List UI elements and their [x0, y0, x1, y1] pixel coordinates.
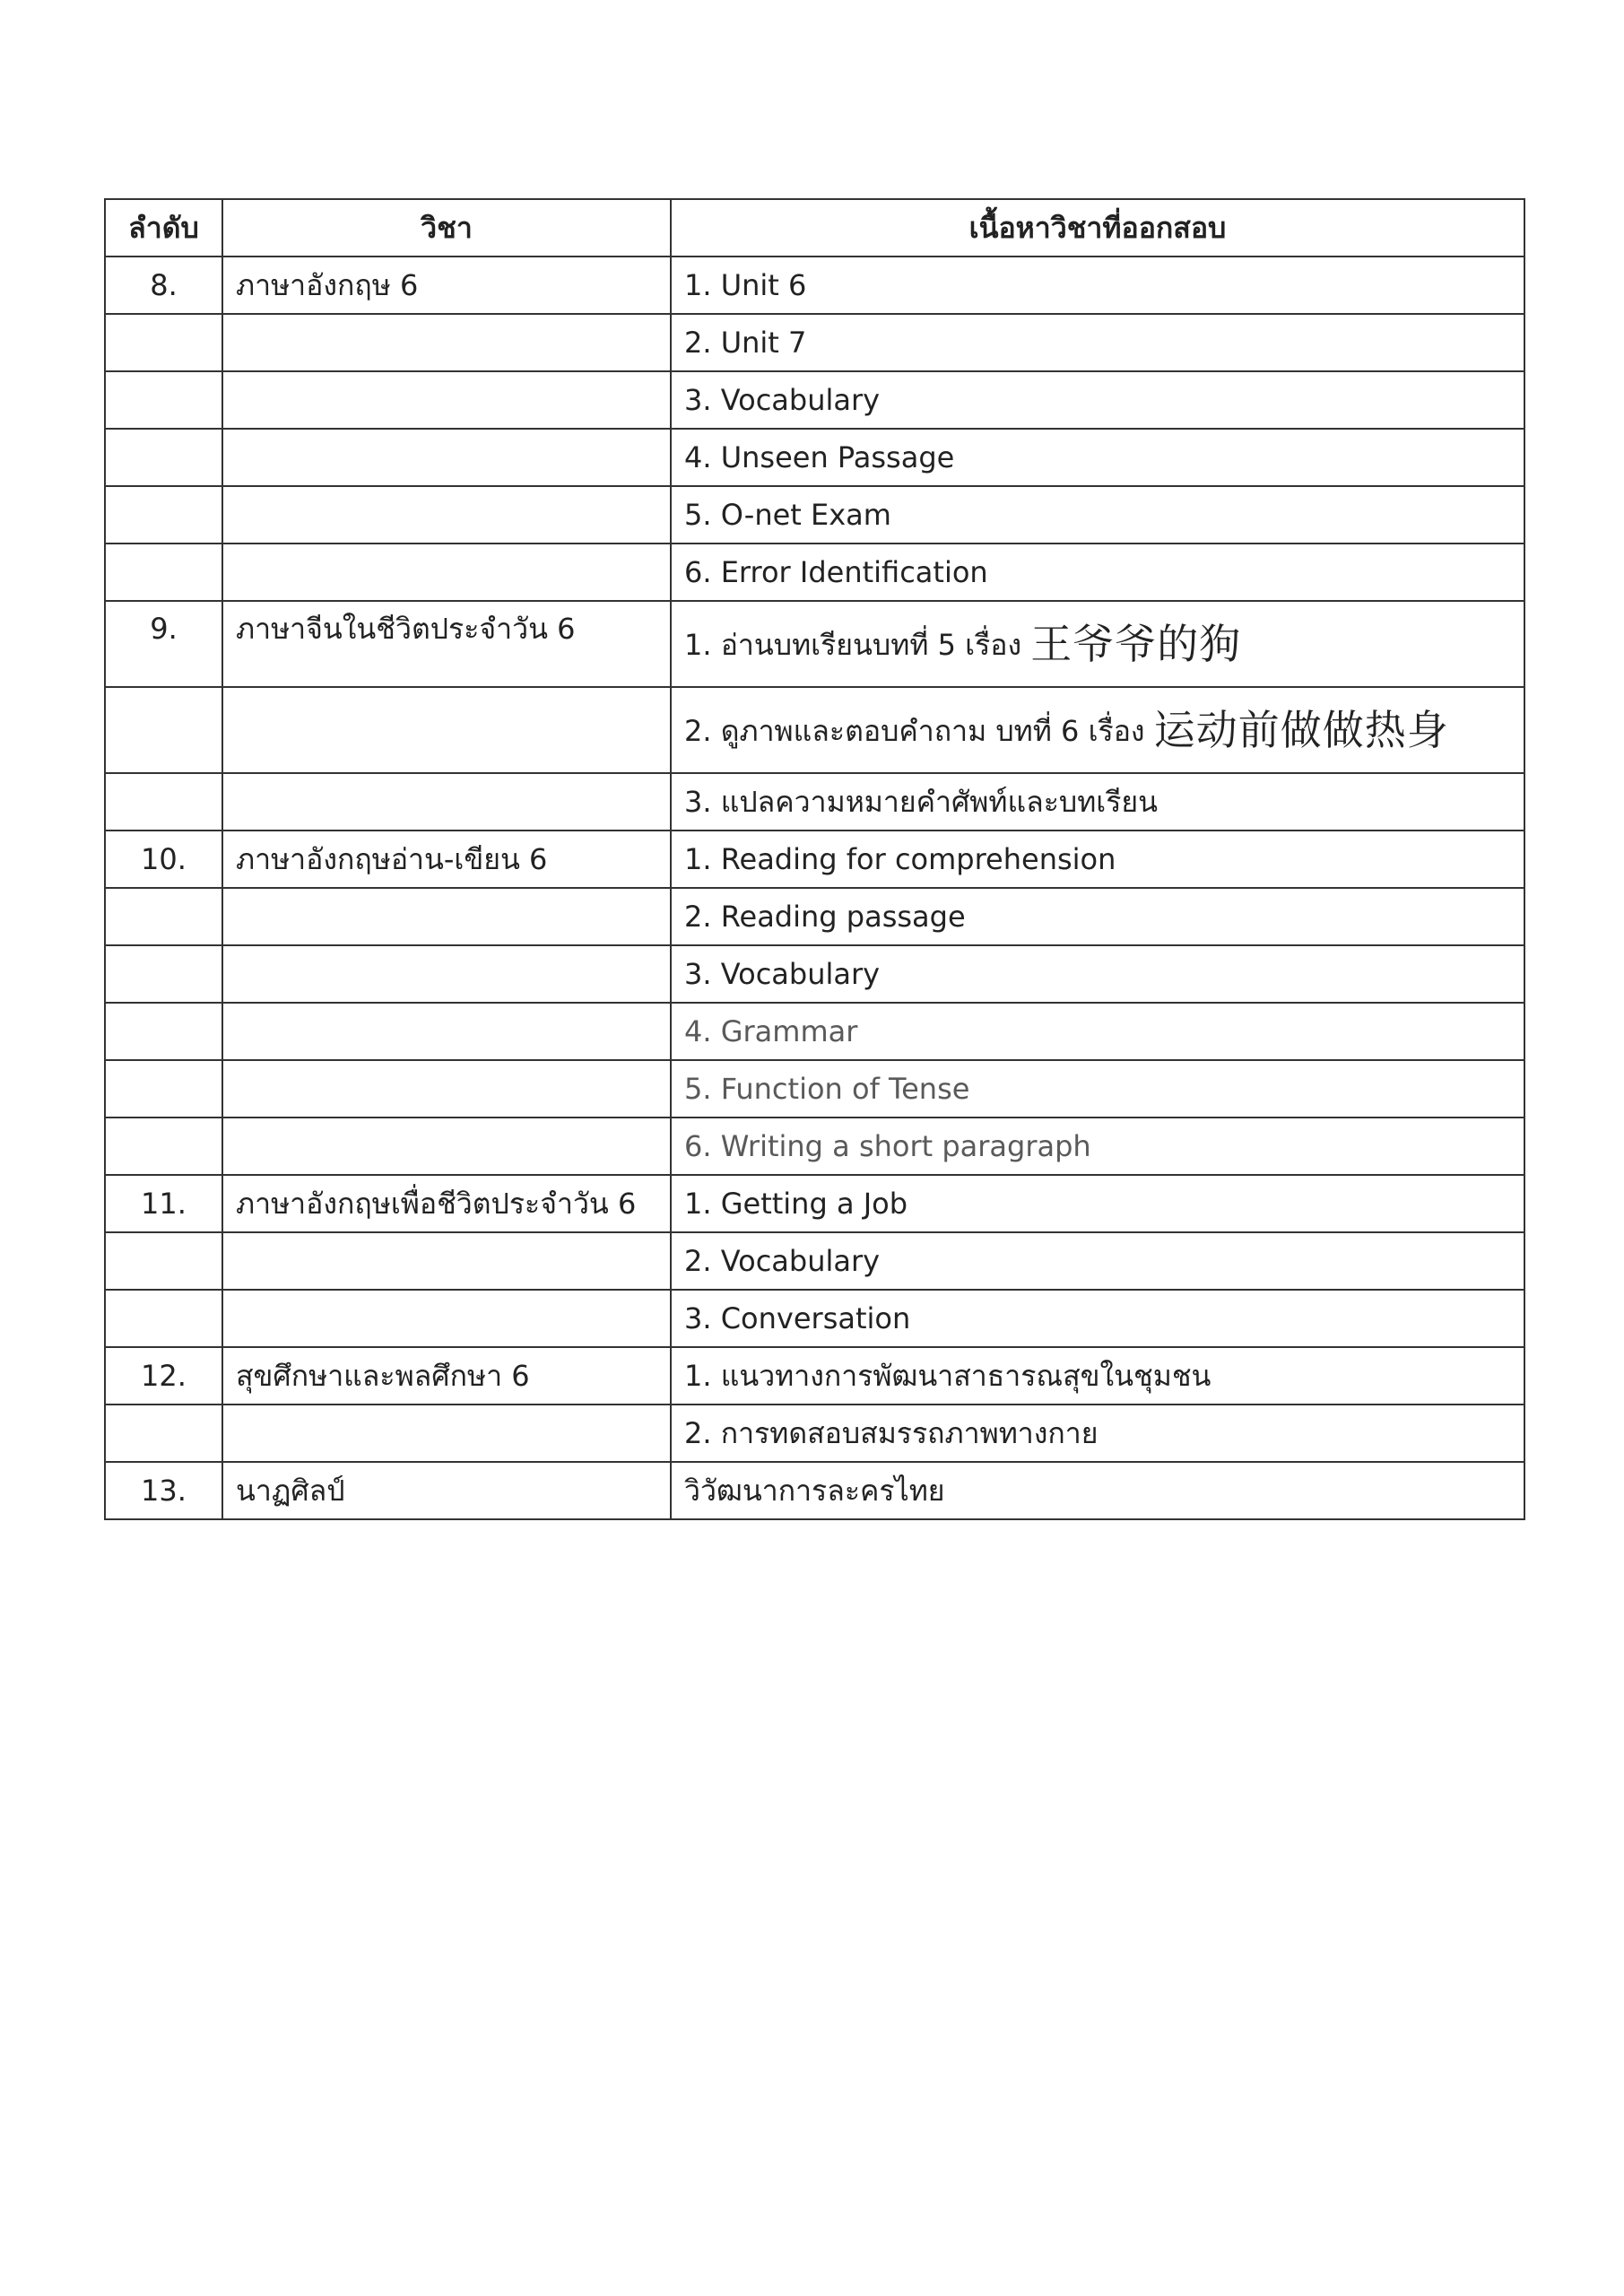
row-content: 1. Getting a Job [671, 1175, 1524, 1232]
row-content: 3. Vocabulary [671, 945, 1524, 1003]
row-subject [222, 1060, 671, 1118]
row-subject [222, 486, 671, 544]
table-row [105, 429, 1524, 486]
row-content: 1. Reading for comprehension [671, 831, 1524, 888]
row-content: 1. แนวทางการพัฒนาสาธารณสุขในชุมชน [671, 1347, 1524, 1405]
row-subject [222, 1405, 671, 1462]
table-row [105, 1290, 1524, 1347]
table-row [105, 544, 1524, 601]
row-number: 11. [105, 1175, 222, 1232]
row-subject [222, 1290, 671, 1347]
header-no: ลำดับ [105, 199, 222, 257]
row-subject: ภาษาอังกฤษ 6 [222, 257, 671, 314]
row-content: 2. Vocabulary [671, 1232, 1524, 1290]
table-row [105, 1003, 1524, 1060]
row-content-chinese: 王爷爷的狗 [1030, 619, 1242, 668]
table-row [105, 371, 1524, 429]
row-content: 5. Function of Tense [671, 1060, 1524, 1118]
row-content: 4. Unseen Passage [671, 429, 1524, 486]
table-row [105, 314, 1524, 371]
row-number [105, 1003, 222, 1060]
row-number: 9. [105, 601, 222, 687]
row-content: 6. Writing a short paragraph [671, 1118, 1524, 1175]
row-subject: ภาษาอังกฤษอ่าน-เขียน 6 [222, 831, 671, 888]
row-subject [222, 314, 671, 371]
table-header-row [105, 199, 1524, 257]
row-number [105, 314, 222, 371]
row-number [105, 486, 222, 544]
table-row [105, 1175, 1524, 1232]
row-content: 2. Reading passage [671, 888, 1524, 945]
row-content-text: 1. อ่านบทเรียนบทที่ 5 เรื่อง [684, 627, 1031, 662]
row-number [105, 429, 222, 486]
table-row [105, 1462, 1524, 1519]
table-row [105, 831, 1524, 888]
row-subject: ภาษาอังกฤษเพื่อชีวิตประจำวัน 6 [222, 1175, 671, 1232]
row-subject [222, 429, 671, 486]
header-content: เนื้อหาวิชาที่ออกสอบ [671, 199, 1524, 257]
table-row [105, 1118, 1524, 1175]
row-subject [222, 1003, 671, 1060]
row-number [105, 687, 222, 773]
row-content: 6. Error Identification [671, 544, 1524, 601]
row-subject [222, 773, 671, 831]
row-number: 10. [105, 831, 222, 888]
table-row [105, 1060, 1524, 1118]
row-content-text: 2. ดูภาพและตอบคำถาม บทที่ 6 เรื่อง [684, 713, 1154, 748]
row-subject: นาฏศิลป์ [222, 1462, 671, 1519]
row-subject [222, 1118, 671, 1175]
row-subject [222, 371, 671, 429]
row-subject [222, 945, 671, 1003]
row-content: 1. Unit 6 [671, 257, 1524, 314]
row-subject: สุขศึกษาและพลศึกษา 6 [222, 1347, 671, 1405]
row-number [105, 1405, 222, 1462]
row-subject [222, 1232, 671, 1290]
exam-content-table [104, 198, 1525, 1520]
row-content: 3. Conversation [671, 1290, 1524, 1347]
row-number [105, 773, 222, 831]
row-content: 2. Unit 7 [671, 314, 1524, 371]
row-content: 2. การทดสอบสมรรถภาพทางกาย [671, 1405, 1524, 1462]
row-number [105, 1290, 222, 1347]
row-content: 3. แปลความหมายคำศัพท์และบทเรียน [671, 773, 1524, 831]
table-row [105, 486, 1524, 544]
table-row [105, 773, 1524, 831]
row-subject [222, 544, 671, 601]
row-content-chinese: 运动前做做热身 [1153, 705, 1449, 754]
row-content [671, 601, 1524, 687]
table-row [105, 687, 1524, 773]
table-row [105, 888, 1524, 945]
table-row [105, 945, 1524, 1003]
row-number [105, 888, 222, 945]
row-number: 8. [105, 257, 222, 314]
row-number [105, 544, 222, 601]
row-number: 13. [105, 1462, 222, 1519]
row-subject [222, 888, 671, 945]
table-row [105, 1405, 1524, 1462]
row-number [105, 1060, 222, 1118]
row-content: 5. O-net Exam [671, 486, 1524, 544]
row-number: 12. [105, 1347, 222, 1405]
row-content: วิวัฒนาการละครไทย [671, 1462, 1524, 1519]
row-number [105, 945, 222, 1003]
table-row [105, 257, 1524, 314]
header-subject: วิชา [222, 199, 671, 257]
row-subject: ภาษาจีนในชีวิตประจำวัน 6 [222, 601, 671, 687]
row-content: 4. Grammar [671, 1003, 1524, 1060]
row-content [671, 687, 1524, 773]
row-number [105, 1118, 222, 1175]
table-row [105, 1232, 1524, 1290]
row-content: 3. Vocabulary [671, 371, 1524, 429]
table-row [105, 1347, 1524, 1405]
row-number [105, 1232, 222, 1290]
table-row [105, 601, 1524, 687]
row-number [105, 371, 222, 429]
row-subject [222, 687, 671, 773]
